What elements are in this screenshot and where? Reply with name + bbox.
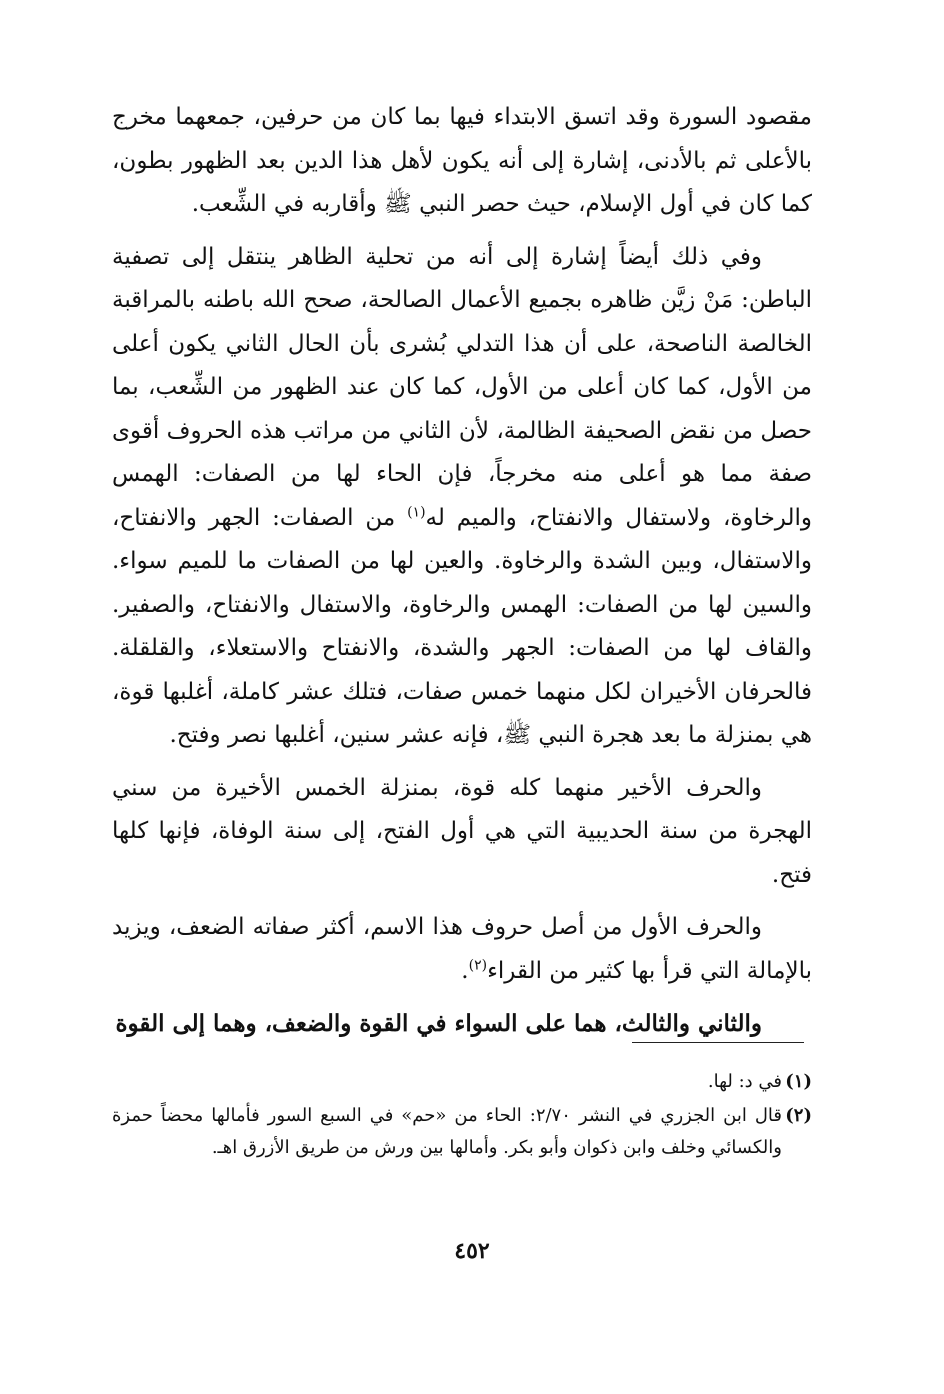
paragraph-4-end: .: [461, 957, 469, 984]
paragraph-2: [112, 236, 812, 758]
footnote-2: [112, 1100, 812, 1164]
footnote-ref-2: (٢): [468, 956, 488, 973]
footnote-ref-1: (١): [407, 503, 426, 520]
footnote-divider: [632, 1042, 804, 1043]
paragraph-1-text: مقصود السورة وقد اتسق الابتداء فيها بما كان من حرفين، جمعهما مخرج بالأعلى ثم بالأدنى، إشارة إلى أنه يكون لأهل هذا الدين بعد الظهور بطون، كما كان في أول الإسلام، حيث حصر النبي ﷺ وأقاربه في الشِّعب.: [112, 104, 812, 217]
paragraph-5-text: والثاني والثالث، هما على السواء في القوة والضعف، وهما إلى القوة: [115, 1010, 762, 1037]
main-text: [112, 96, 812, 1055]
paragraph-3-text: والحرف الأخير منهما كله قوة، بمنزلة الخمس الأخيرة من سني الهجرة من سنة الحديبية التي هي أول الفتح، إلى سنة الوفاة، فإنها كلها فتح.: [112, 774, 812, 888]
footnote-1: [112, 1066, 812, 1098]
footnote-1-number: (١): [785, 1071, 812, 1092]
page-number: ٤٥٢: [454, 1238, 490, 1264]
paragraph-2-text: وفي ذلك أيضاً إشارة إلى أنه من تحلية الظاهر ينتقل إلى تصفية الباطن: مَنْ زيَّن ظاهره بجميع الأعمال الصالحة، صحح الله باطنه بالمراقبة الخالصة الناصحة، على أن هذا التدلي بُشرى بأن الحال الثاني يكون أعلى من الأول، كما كان أعلى من الأول، كما كان عند الظهور من الشِّعب، بما حصل من نقض الصحيفة الظالمة، لأن الثاني من مراتب هذه الحروف أقوى صفة مما هو أعلى منه مخرجاً، فإن الحاء لها من الصفات: الهمس والرخاوة، ولاستفال والانفتاح، والميم له: [112, 243, 813, 531]
paragraph-3: [112, 767, 812, 898]
footnote-1-text: في د: لها.: [707, 1071, 782, 1092]
paragraph-4-text: والحرف الأول من أصل حروف هذا الاسم، أكثر صفاته الضعف، ويزيد بالإمالة التي قرأ بها كثير من القراء: [112, 914, 812, 984]
paragraph-2-tail: من الصفات: الجهر والانفتاح، والاستفال، وبين الشدة والرخاوة. والعين لها من الصفات ما للميم سواء. والسين لها من الصفات: الهمس والرخاوة، والاستفال والانفتاح، والصفير. والقاف لها من الصفات: الجهر والشدة، والانفتاح والاستعلاء، والقلقلة. فالحرفان الأخيران لكل منهما خمس صفات، فتلك عشر كاملة، أغلبها قوة، هي بمنزلة ما بعد هجرة النبي ﷺ، فإنه عشر سنين، أغلبها نصر وفتح.: [112, 504, 812, 748]
paragraph-5: [112, 1002, 812, 1046]
paragraph-4: [112, 906, 812, 993]
footnotes: [112, 1066, 812, 1166]
footnote-2-number: (٢): [785, 1105, 812, 1126]
paragraph-1: [112, 96, 812, 227]
footnote-2-text: قال ابن الجزري في النشر ٢/٧٠: الحاء من «حم» في السبع السور فأمالها محضاً حمزة والكسائي وخلف وابن ذكوان وأبو بكر. وأمالها بين ورش من طريق الأزرق اهـ.: [112, 1105, 783, 1158]
